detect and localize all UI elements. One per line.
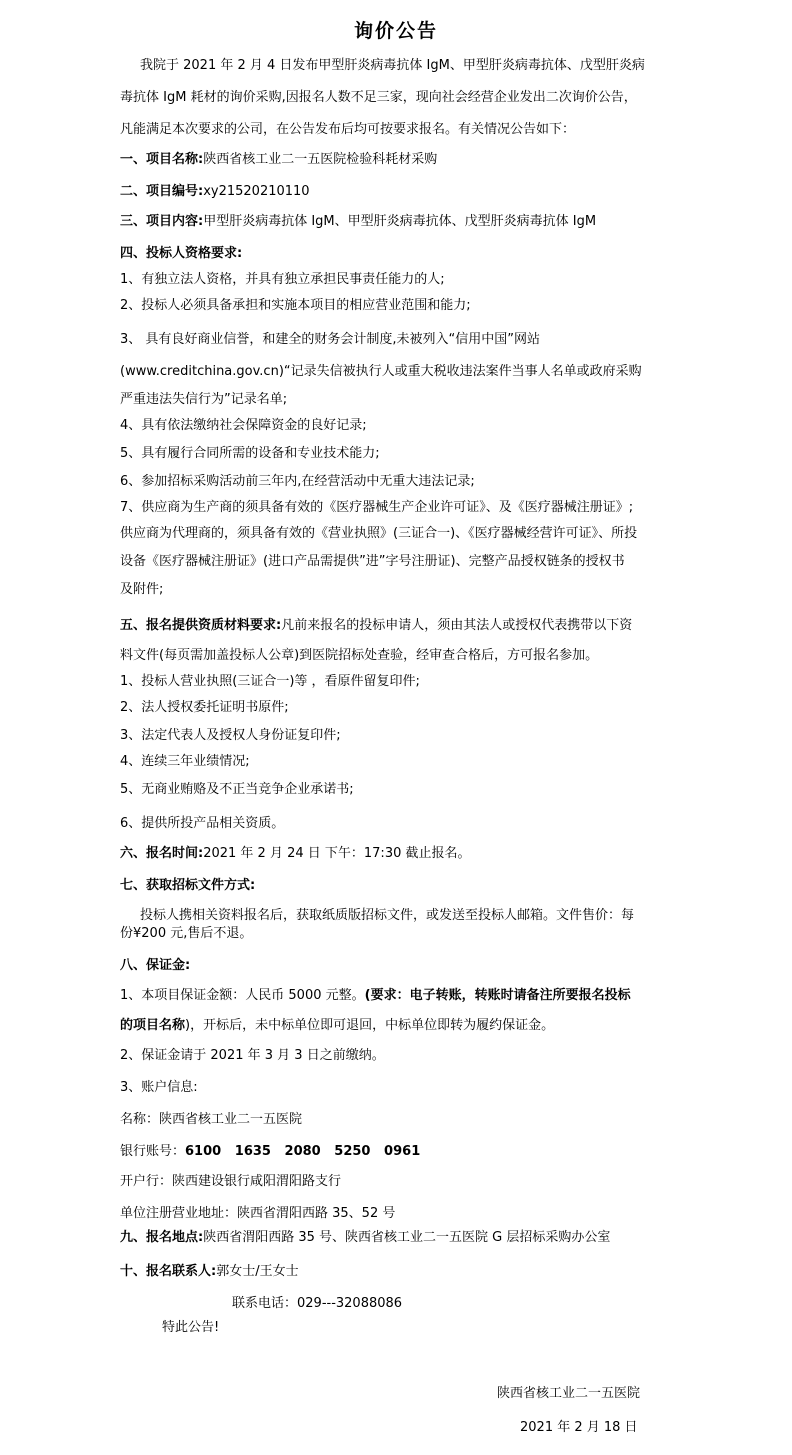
section-project-content (120, 212, 680, 232)
materials-item: 4、连续三年业绩情况; (120, 754, 250, 769)
intro-line: 毒抗体 IgM 耗材的询价采购,因报名人数不足三家，现向社会经营企业发出二次询价公告， (120, 90, 637, 105)
registered-address: 单位注册营业地址：陕西省渭阳西路 35、52 号 (120, 1206, 396, 1221)
materials-item: 3、法定代表人及授权人身份证复印件; (120, 728, 341, 743)
registration-place: 陕西省渭阳西路 35 号、陕西省核工业二一五医院 G 层招标采购办公室 (203, 1230, 611, 1245)
deposit-line (120, 1016, 680, 1036)
account-number: 6100 1635 2080 5250 0961 (185, 1144, 421, 1159)
tender-docs-text: 投标人携相关资料报名后，获取纸质版招标文件，或发送至投标人邮箱。文件售价：每 (140, 908, 635, 923)
deposit-requirement: (要求：电子转账，转账时请备注所要报名投标 (364, 988, 631, 1003)
section-registration-place (120, 1228, 680, 1248)
deposit-deadline: 2、保证金请于 2021 年 3 月 3 日之前缴纳。 (120, 1048, 385, 1063)
materials-item: 5、无商业贿赂及不正当竞争企业承诺书; (120, 782, 354, 797)
account-name: 名称：陕西省核工业二一五医院 (120, 1112, 303, 1127)
section-heading: 三、项目内容: (120, 214, 204, 229)
account-number-line (120, 1142, 680, 1162)
materials-item: 2、法人授权委托证明书原件; (120, 700, 289, 715)
account-info-label: 3、账户信息: (120, 1080, 198, 1095)
qualification-item: 及附件; (120, 582, 164, 597)
materials-text: 料文件(每页需加盖投标人公章)到医院招标处查验，经审查合格后，方可报名参加。 (120, 648, 599, 663)
document-title: 询价公告 (353, 20, 438, 42)
qualification-item: 供应商为代理商的，须具备有效的《营业执照》(三证合一)、《医疗器械经营许可证》、所投 (120, 526, 638, 541)
signature-organization: 陕西省核工业二一五医院 (497, 1386, 641, 1401)
deposit-amount: 1、本项目保证金额：人民币 5000 元整。 (120, 988, 365, 1003)
contact-names: 郭女士/王女士 (216, 1264, 299, 1279)
qualification-item: 4、具有依法缴纳社会保障资金的良好记录; (120, 418, 367, 433)
qualification-item: 设备《医疗器械注册证》(进口产品需提供”进”字号注册证)、完整产品授权链条的授权书 (120, 554, 625, 569)
section-project-name (120, 150, 680, 170)
materials-item: 6、提供所投产品相关资质。 (120, 816, 285, 831)
qualification-item: (www.creditchina.gov.cn)“记录失信被执行人或重大税收违法案件当事人名单或政府采购 (120, 364, 642, 379)
section-qualification-heading: 四、投标人资格要求: (120, 246, 243, 261)
intro-line: 凡能满足本次要求的公司，在公告发布后均可按要求报名。有关情况公告如下： (120, 122, 576, 137)
qualification-item: 3、 具有良好商业信誉，和建全的财务会计制度,未被列入“信用中国”网站 (120, 332, 541, 347)
qualification-item: 严重违法失信行为”记录名单; (120, 392, 288, 407)
section-heading: 九、报名地点: (120, 1230, 204, 1245)
contact-phone: 联系电话：029---32088086 (232, 1296, 403, 1311)
deposit-line (120, 986, 680, 1006)
project-name: 陕西省核工业二一五医院检验科耗材采购 (203, 152, 438, 167)
section-heading: 十、报名联系人: (120, 1264, 217, 1279)
section-heading: 一、项目名称: (120, 152, 204, 167)
qualification-item: 1、有独立法人资格，并具有独立承担民事责任能力的人; (120, 272, 445, 287)
materials-text: 凡前来报名的投标申请人，须由其法人或授权代表携带以下资 (281, 618, 633, 633)
section-heading: 二、项目编号: (120, 184, 204, 199)
signature-date: 2021 年 2 月 18 日 (520, 1420, 638, 1435)
section-registration-time (120, 844, 680, 864)
section-heading: 五、报名提供资质材料要求: (120, 618, 282, 633)
deposit-refund-text: )，开标后，未中标单位即可退回，中标单位即转为履约保证金。 (185, 1018, 555, 1033)
section-deposit-heading: 八、保证金: (120, 958, 191, 973)
account-number-label: 银行账号： (120, 1144, 186, 1159)
section-materials (120, 616, 680, 636)
section-heading: 六、报名时间: (120, 846, 204, 861)
materials-item: 1、投标人营业执照(三证合一)等 ，看原件留复印件; (120, 674, 420, 689)
bank-name: 开户行：陕西建设银行咸阳渭阳路支行 (120, 1174, 342, 1189)
qualification-item: 2、投标人必须具备承担和实施本项目的相应营业范围和能力; (120, 298, 471, 313)
intro-line: 我院于 2021 年 2 月 4 日发布甲型肝炎病毒抗体 IgM、甲型肝炎病毒抗体、戊型肝炎病 (140, 58, 645, 73)
deposit-requirement: 的项目名称 (120, 1018, 186, 1033)
qualification-item: 7、供应商为生产商的须具备有效的《医疗器械生产企业许可证》、及《医疗器械注册证》; (120, 500, 634, 515)
tender-docs-text: 份¥200 元,售后不退。 (120, 926, 253, 941)
qualification-item: 6、参加招标采购活动前三年内,在经营活动中无重大违法记录; (120, 474, 475, 489)
section-project-number (120, 182, 680, 202)
section-tender-docs-heading: 七、获取招标文件方式: (120, 878, 256, 893)
closing-notice: 特此公告! (162, 1320, 220, 1335)
qualification-item: 5、具有履行合同所需的设备和专业技术能力; (120, 446, 380, 461)
section-contact (120, 1262, 680, 1282)
project-number: xy21520210110 (203, 184, 310, 199)
registration-time: 2021 年 2 月 24 日 下午：17:30 截止报名。 (203, 846, 471, 861)
project-content: 甲型肝炎病毒抗体 IgM、甲型肝炎病毒抗体、戊型肝炎病毒抗体 IgM (203, 214, 597, 229)
